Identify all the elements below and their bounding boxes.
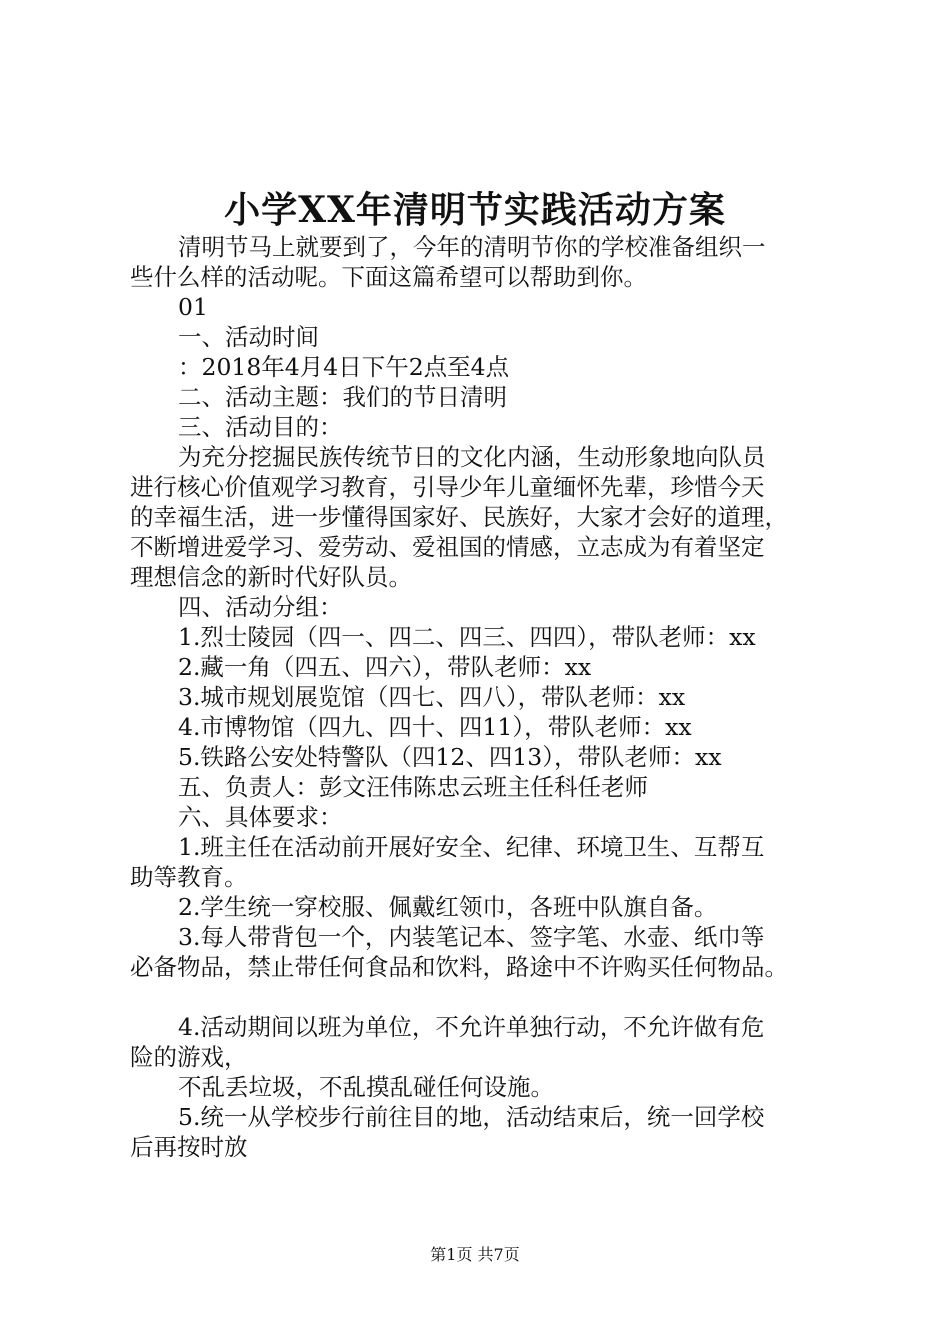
- requirement-2: 2.学生统一穿校服、佩戴红领巾，各班中队旗自备。: [178, 893, 718, 921]
- requirement-4-line-1: 4.活动期间以班为单位，不允许单独行动，不允许做有危: [178, 1013, 765, 1041]
- purpose-line-1: 为充分挖掘民族传统节日的文化内涵，生动形象地向队员: [178, 443, 766, 471]
- group-item-5: 5.铁路公安处特警队（四12、四13），带队老师：xx: [178, 743, 722, 771]
- document-title: 小学XX年清明节实践活动方案: [224, 189, 726, 231]
- document-body: [130, 232, 850, 1162]
- requirement-1-line-1: 1.班主任在活动前开展好安全、纪律、环境卫生、互帮互: [178, 833, 765, 861]
- activity-time-value: ：2018年4月4日下午2点至4点: [178, 353, 510, 381]
- group-item-2: 2.藏一角（四五、四六），带队老师：xx: [178, 653, 592, 681]
- section-number: 01: [178, 293, 208, 321]
- blank-line: [130, 982, 850, 1012]
- requirement-4-line-3: 不乱丢垃圾，不乱摸乱碰任何设施。: [178, 1073, 554, 1101]
- requirement-5-line-1: 5.统一从学校步行前往目的地，活动结束后，统一回学校: [178, 1103, 765, 1131]
- group-item-1: 1.烈士陵园（四一、四二、四三、四四），带队老师：xx: [178, 623, 756, 651]
- requirement-5-line-2: 后再按时放: [130, 1133, 248, 1161]
- heading-activity-groups: 四、活动分组：: [178, 593, 343, 621]
- paragraph-intro-1: 清明节马上就要到了，今年的清明节你的学校准备组织一: [178, 233, 766, 261]
- purpose-line-5: 理想信念的新时代好队员。: [130, 563, 412, 591]
- purpose-line-4: 不断增进爱学习、爱劳动、爱祖国的情感，立志成为有着坚定: [130, 533, 765, 561]
- purpose-line-3: 的幸福生活，进一步懂得国家好、民族好，大家才会好的道理，: [130, 503, 788, 531]
- heading-requirements: 六、具体要求：: [178, 803, 343, 831]
- heading-activity-time: 一、活动时间: [178, 323, 319, 351]
- page-footer: 第1页 共7页: [430, 1245, 520, 1264]
- requirement-1-line-2: 助等教育。: [130, 863, 248, 891]
- group-item-4: 4.市博物馆（四九、四十、四11），带队老师：xx: [178, 713, 692, 741]
- requirement-3-line-1: 3.每人带背包一个，内装笔记本、签字笔、水壶、纸巾等: [178, 923, 765, 951]
- group-item-3: 3.城市规划展览馆（四七、四八），带队老师：xx: [178, 683, 686, 711]
- paragraph-intro-2: 些什么样的活动呢。下面这篇希望可以帮助到你。: [130, 263, 647, 291]
- requirement-4-line-2: 险的游戏，: [130, 1043, 248, 1071]
- heading-activity-purpose: 三、活动目的：: [178, 413, 343, 441]
- purpose-line-2: 进行核心价值观学习教育，引导少年儿童缅怀先辈，珍惜今天: [130, 473, 765, 501]
- heading-activity-theme: 二、活动主题：我们的节日清明: [178, 383, 507, 411]
- heading-responsible: 五、负责人：彭文汪伟陈忠云班主任科任老师: [178, 773, 648, 801]
- requirement-3-line-2: 必备物品，禁止带任何食品和饮料，路途中不许购买任何物品。: [130, 953, 788, 981]
